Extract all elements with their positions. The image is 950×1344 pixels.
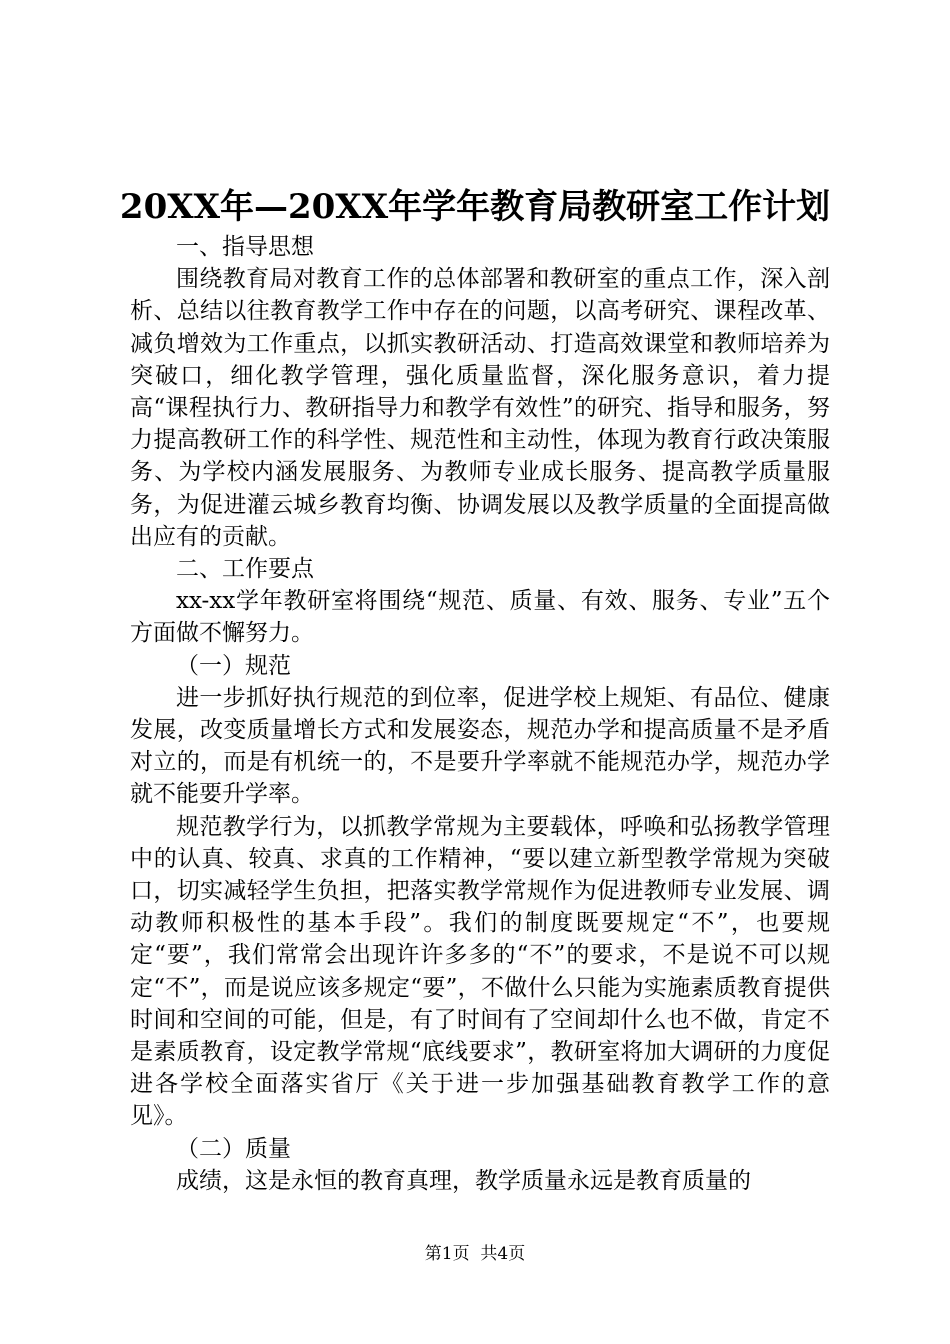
paragraph-standards-2: 规范教学行为，以抓教学常规为主要载体，呼唤和弘扬教学管理中的认真、较真、求真的工作精神，“要以建立新型教学常规为突破口，切实减轻学生负担，把落实教学常规作为促进教师专业发展、调动教师积极性的基本手段”。我们的制度既要规定“不”，也要规定“要”，我们常常会出现许许多多的“不”的要求，不是说不可以规定“不”，而是说应该多规定“要”，不做什么只能为实施素质教育提供时间和空间的可能，但是，有了时间有了空间却什么也不做，肯定不是素质教育，设定教学常规“底线要求”，教研室将加大调研的力度促进各学校全面落实省厅《关于进一步加强基础教育教学工作的意见》。 bbox=[130, 813, 830, 1130]
document-body bbox=[130, 231, 830, 1197]
paragraph-quality: 成绩，这是永恒的教育真理，教学质量永远是教育质量的 bbox=[176, 1167, 751, 1194]
paragraph-work-points-intro: xx-xx学年教研室将围绕“规范、质量、有效、服务、专业”五个方面做不懈努力。 bbox=[130, 588, 830, 647]
paragraph-standards-1: 进一步抓好执行规范的到位率，促进学校上规矩、有品位、健康发展，改变质量增长方式和发展姿态，规范办学和提高质量不是矛盾对立的，而是有机统一的，不是要升学率就不能规范办学，规范办学就不能要升学率。 bbox=[130, 684, 830, 808]
section-heading-work-points: 二、工作要点 bbox=[176, 556, 314, 583]
subsection-heading-quality: （二）质量 bbox=[176, 1135, 291, 1162]
page-number-footer: 第1页 共4页 bbox=[424, 1244, 526, 1264]
document-title: 20XX年—20XX年学年教育局教研室工作计划 bbox=[119, 187, 831, 227]
paragraph-guiding-ideology: 围绕教育局对教育工作的总体部署和教研室的重点工作，深入剖析、总结以往教育教学工作中存在的问题，以高考研究、课程改革、减负增效为工作重点，以抓实教研活动、打造高效课堂和教师培养为突破口，细化教学管理，强化质量监督，深化服务意识，着力提高“课程执行力、教研指导力和教学有效性”的研究、指导和服务，努力提高教研工作的科学性、规范性和主动性，体现为教育行政决策服务、为学校内涵发展服务、为教师专业成长服务、提高教学质量服务，为促进灌云城乡教育均衡、协调发展以及教学质量的全面提高做出应有的贡献。 bbox=[130, 266, 830, 550]
subsection-heading-standards: （一）规范 bbox=[176, 652, 291, 679]
section-heading-guiding-ideology: 一、指导思想 bbox=[176, 234, 314, 260]
